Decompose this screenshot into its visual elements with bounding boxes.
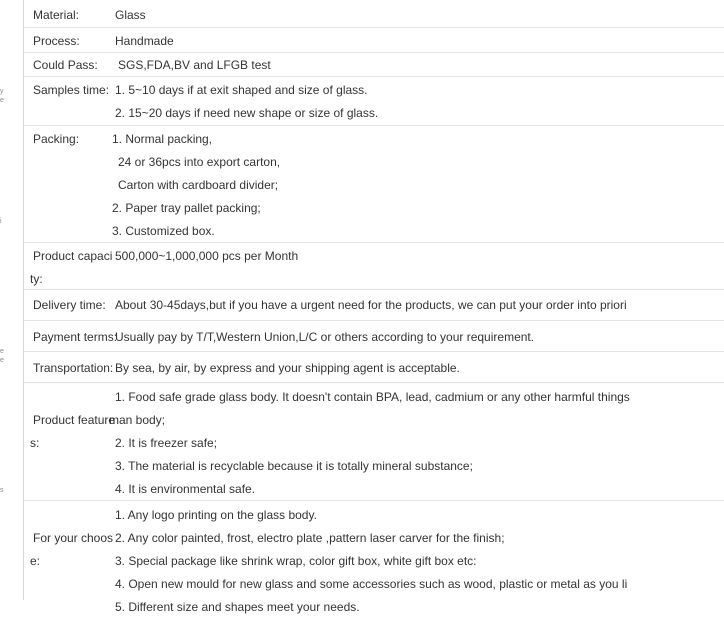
table-row xyxy=(24,383,724,501)
table-row xyxy=(24,321,724,352)
row-label: Product capaci ty: xyxy=(30,249,113,286)
row-label: Could Pass: xyxy=(33,58,98,72)
row-value: Glass xyxy=(115,8,146,22)
row-label: Transportation: xyxy=(33,361,114,375)
left-sidebar-strip xyxy=(0,0,24,600)
left-mark-6: s xyxy=(0,487,4,494)
table-row xyxy=(24,28,724,53)
row-label: For your choos e: xyxy=(30,531,114,568)
row-value: 1. Normal packing, 24 or 36pcs into export carton, Carton with cardboard divider; 2. Paper tray pallet packing; 3. Customized box. xyxy=(112,132,281,238)
row-label: Payment terms: xyxy=(33,330,118,344)
table-row xyxy=(24,126,724,243)
row-label: Product feature s: xyxy=(30,413,116,450)
row-label: Delivery time: xyxy=(33,298,106,312)
row-value: 1. Any logo printing on the glass body. 2. Any color painted, frost, electro plate ,pattern laser carver for the finish; 3. Special package like shrink wrap, color gift box, white gift box etc: 4. Open new mould for new glass and some accessories such as wood, plastic or metal as you li 5. Different size and shapes meet your needs. xyxy=(115,508,628,614)
table-row xyxy=(24,290,724,321)
left-mark-2: e xyxy=(0,97,4,104)
left-mark-3: i xyxy=(0,218,2,225)
table-row xyxy=(24,0,724,28)
table-row xyxy=(24,243,724,290)
row-value: About 30-45days,but if you have a urgent need for the products, we can put your order into priori xyxy=(115,298,627,312)
row-label: Packing: xyxy=(33,132,80,146)
product-spec-table xyxy=(24,0,630,614)
left-mark-5: e xyxy=(0,357,4,364)
row-value: By sea, by air, by express and your shipping agent is acceptable. xyxy=(115,361,460,375)
row-label: Material: xyxy=(33,8,80,22)
row-value: 500,000~1,000,000 pcs per Month xyxy=(115,249,299,263)
left-mark-1: y xyxy=(0,88,4,95)
row-value: 1. Food safe grade glass body. It doesn't contain BPA, lead, cadmium or any other harmful things man body; 2. It is freezer safe; 3. The material is recyclable because it is totally mineral substance; 4. It is environmental safe. xyxy=(109,390,630,496)
row-value: Usually pay by T/T,Western Union,L/C or others according to your requirement. xyxy=(115,330,535,344)
table-row xyxy=(24,352,724,383)
row-value: SGS,FDA,BV and LFGB test xyxy=(118,58,271,72)
left-mark-4: e xyxy=(0,348,4,355)
table-row xyxy=(24,53,724,77)
row-value: 1. 5~10 days if at exit shaped and size of glass. 2. 15~20 days if need new shape or size of glass. xyxy=(115,83,379,120)
row-value: Handmade xyxy=(115,34,174,48)
table-row xyxy=(24,501,724,617)
row-label: Process: xyxy=(33,34,80,48)
table-row xyxy=(24,77,724,126)
row-label: Samples time: xyxy=(33,83,110,97)
